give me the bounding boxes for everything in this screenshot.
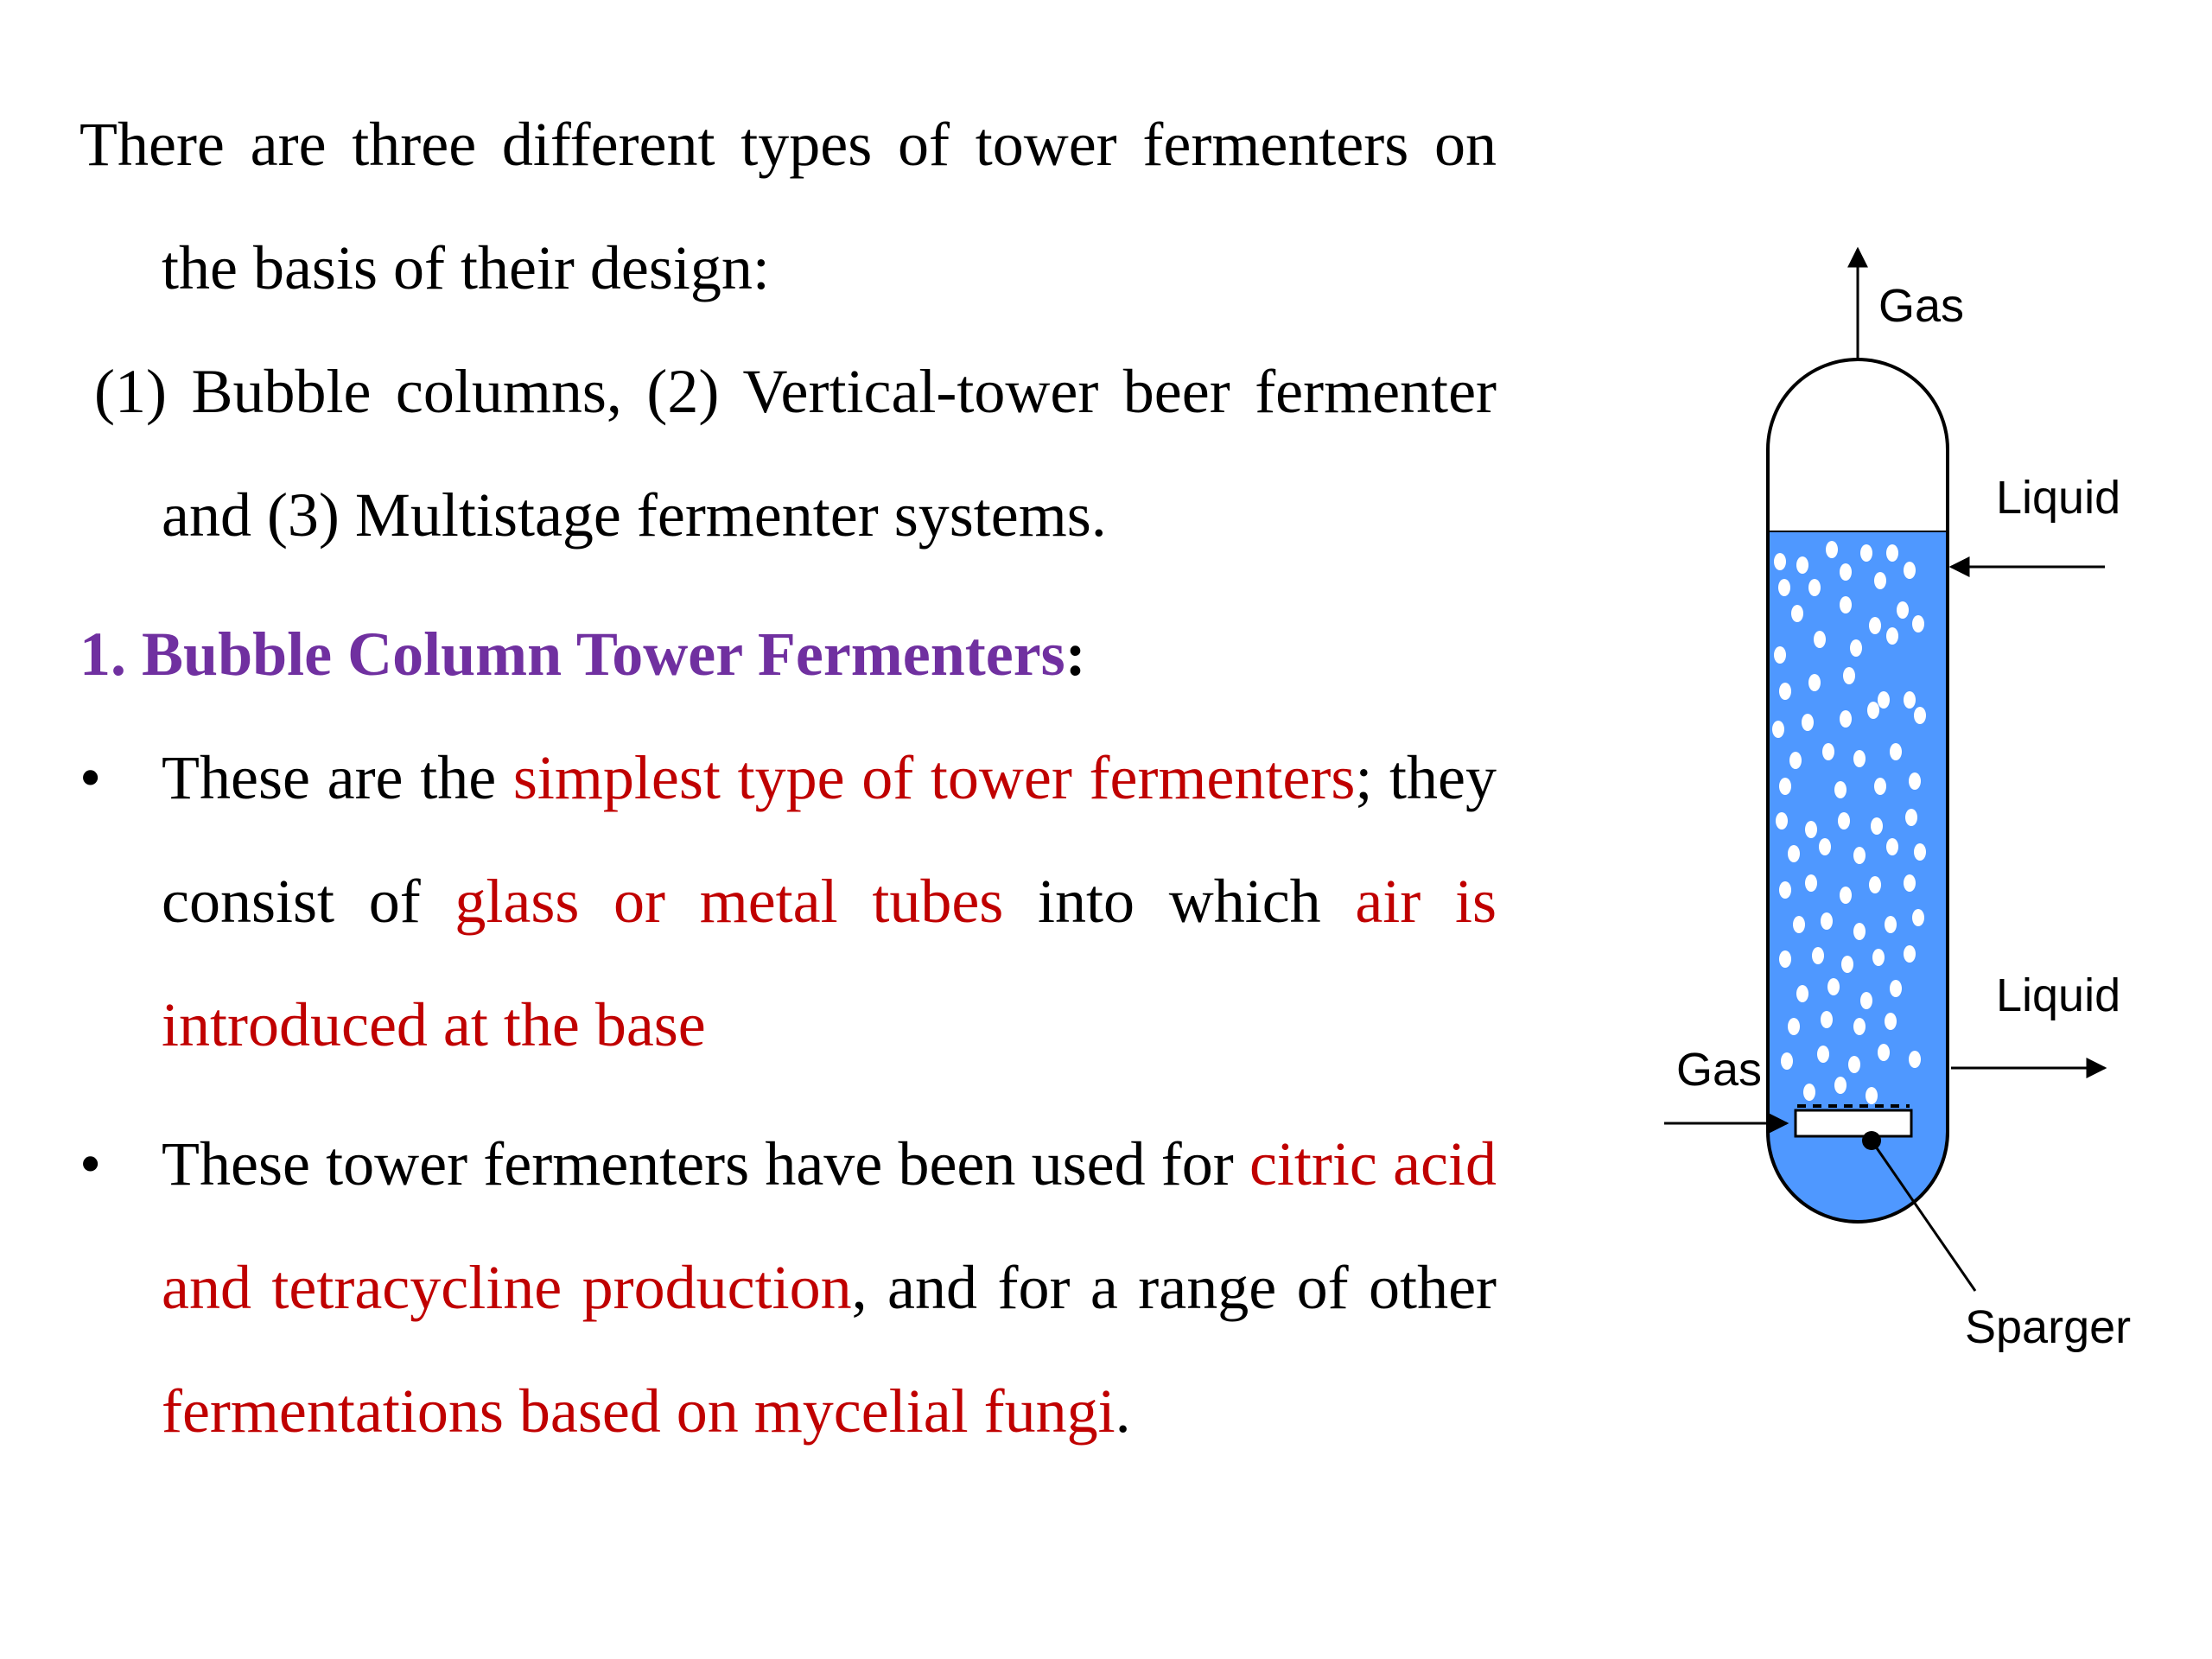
bubble [1869,876,1881,893]
bullet-symbol: • [79,743,102,812]
bullet-2-seg-4: fermentations based on mycelial fungi [162,1376,1116,1446]
bubble [1840,710,1852,728]
bubble [1897,601,1909,619]
bubble [1793,916,1805,933]
bubble [1781,1052,1793,1070]
bubble-column-svg [1633,233,2134,1374]
bubble [1853,750,1866,767]
bubble [1840,887,1852,904]
bubble [1776,812,1788,830]
bubble [1819,838,1831,855]
bubble [1779,881,1791,899]
bubble [1904,874,1916,892]
bubble [1885,916,1897,933]
bubble [1848,1056,1860,1073]
bubble [1874,778,1886,795]
bubble [1779,778,1791,795]
bubble [1779,683,1791,700]
bubble [1817,1046,1829,1063]
bubble [1805,874,1817,892]
bubble [1912,909,1924,926]
section-heading [79,593,1497,716]
bubble [1904,945,1916,963]
bubble-column-diagram [1633,233,2134,1374]
bullet-2-seg-3: , and for a range of other [851,1253,1497,1322]
bullet-1-seg-5: into which [1003,867,1356,936]
bubble [1850,639,1862,657]
bubble [1853,923,1866,940]
bubble [1803,1084,1815,1101]
bubble [1867,702,1879,719]
section-heading-colon: : [1065,620,1086,689]
bubble [1885,1013,1897,1030]
bubble [1866,1087,1878,1104]
bubble [1886,838,1898,855]
bubble [1826,541,1838,558]
bubble [1791,605,1803,622]
section-heading-text: 1. Bubble Column Tower Fermenters [79,620,1065,689]
bubble [1890,743,1902,760]
bullet-1-seg-4: glass or metal tubes [454,867,1004,936]
bubble [1802,714,1814,731]
bubble [1853,1018,1866,1035]
fermenter-types-paragraph: (1) Bubble columns, (2) Vertical-tower beer fermenter and (3) Multistage fermenter systems. [94,357,1497,550]
bubble [1905,809,1917,826]
bubble [1772,721,1784,738]
bubble [1860,544,1872,562]
bubble [1812,947,1824,964]
bubble [1796,556,1808,574]
bubble [1872,949,1885,966]
bullet-2-seg-2: citric acid and tetracycline production [162,1129,1497,1322]
bubble [1774,646,1786,664]
bubble [1840,563,1852,581]
bubble [1821,1011,1833,1028]
bubble [1808,674,1821,691]
bubble [1886,627,1898,645]
bubble [1822,743,1834,760]
bubble [1814,631,1826,648]
bubble [1840,596,1852,613]
bubble [1788,1018,1800,1035]
bubble [1878,691,1890,709]
bullet-2-seg-5: . [1115,1376,1131,1446]
bubble [1778,579,1790,596]
slide-text [79,83,1497,1473]
bubble [1912,615,1924,632]
sparger-label: Sparger [1965,1301,2132,1353]
bubble [1853,847,1866,864]
bullet-1-seg-3: ; they consist of [162,743,1497,936]
liquid-outlet-label: Liquid [1996,969,2121,1021]
liquid-inlet-label: Liquid [1996,472,2121,524]
bubble [1904,691,1916,709]
bullet-item-1 [79,716,1497,1087]
bubble [1805,821,1817,838]
bubble [1869,617,1881,634]
bubble [1834,781,1847,798]
bullet-1-seg-2: simplest type of tower fermenters [512,743,1356,812]
bullet-1-seg-1: These are the [162,743,513,812]
bubble [1914,843,1926,861]
bullet-symbol: • [79,1129,102,1198]
bubble [1843,667,1855,684]
bubble [1886,544,1898,562]
bubble [1871,817,1883,835]
sparger-plate [1796,1110,1911,1136]
bubble [1860,992,1872,1009]
bullet-1-seg-6: air is introduced at the base [162,867,1497,1059]
gas-inlet-label: Gas [1676,1044,1763,1096]
bubble [1827,978,1840,995]
bubble [1808,579,1821,596]
bullet-2-seg-1: These tower fermenters have been used for [162,1129,1249,1198]
bubble [1789,752,1802,769]
bubble [1796,985,1808,1002]
bubble [1909,1051,1921,1068]
gas-outlet-label: Gas [1878,280,1965,332]
bubble [1904,562,1916,579]
bullet-item-2 [79,1103,1497,1473]
bubble [1914,707,1926,724]
bubble [1841,956,1853,973]
bubble [1788,845,1800,862]
bubble [1834,1077,1847,1094]
bubble [1821,912,1833,930]
bubble [1909,772,1921,790]
bubble [1890,980,1902,997]
bubble [1878,1044,1890,1061]
bubble [1774,553,1786,570]
bubble [1874,572,1886,589]
bubble [1838,812,1850,830]
intro-paragraph: There are three different types of tower fermenters on the basis of their design: [79,110,1497,302]
bubble [1779,950,1791,968]
